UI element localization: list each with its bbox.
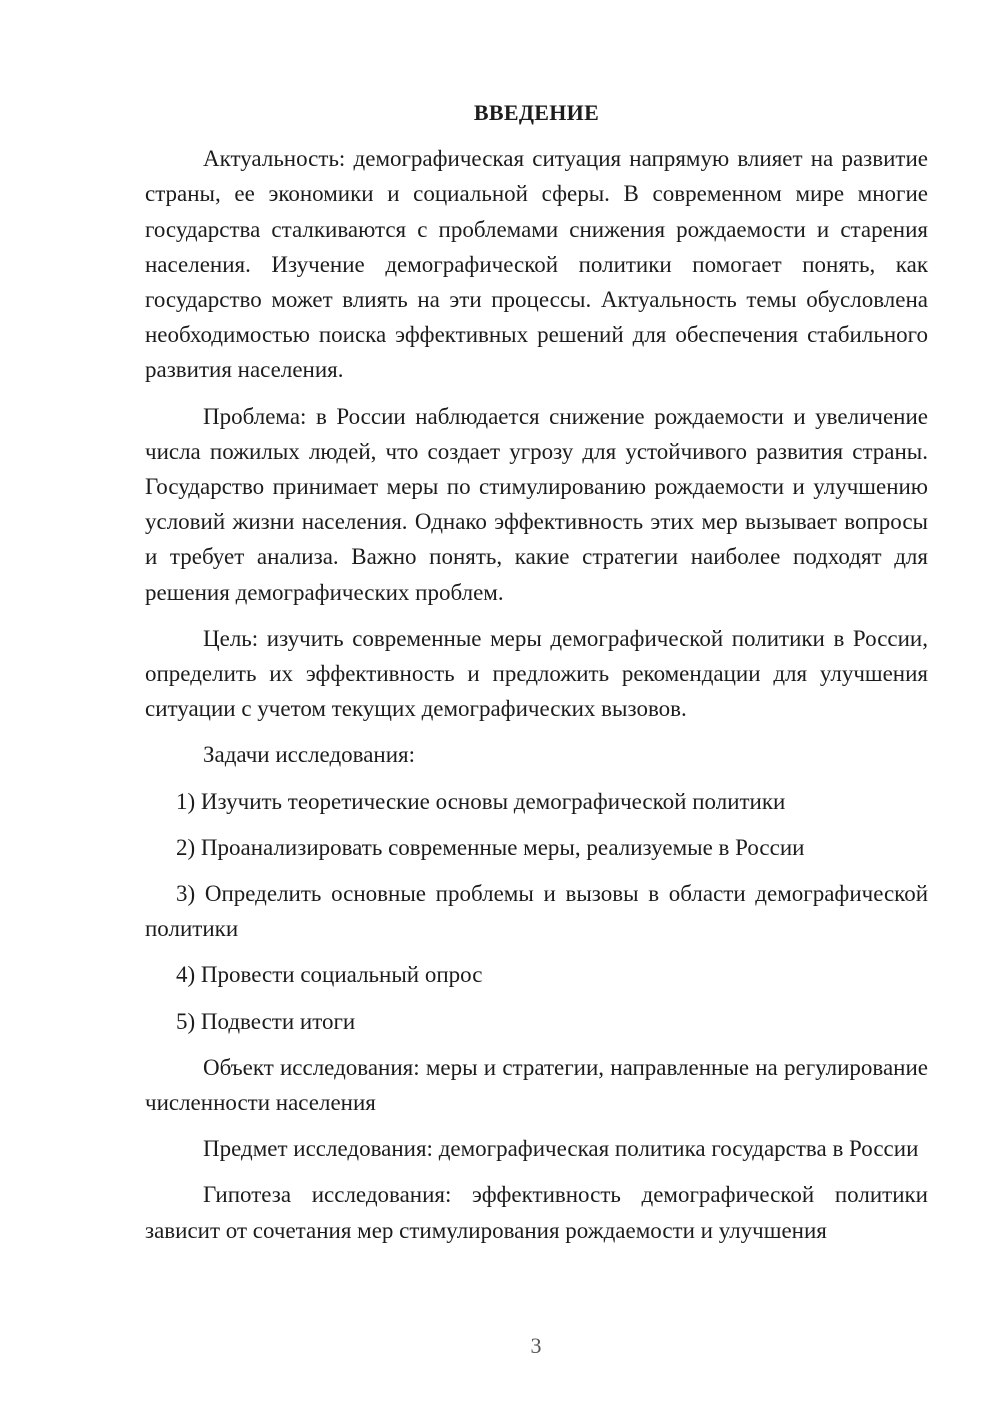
- task-item-1: 1) Изучить теоретические основы демографической политики: [176, 788, 786, 814]
- paragraph-goal: Цель: изучить современные меры демографической политики в России, определить их эффективность и предложить рекомендации для улучшения ситуации с учетом текущих демографических вызовов.: [145, 625, 928, 722]
- paragraph-problem: Проблема: в России наблюдается снижение рождаемости и увеличение числа пожилых людей, что создает угрозу для устойчивого развития страны. Государство принимает меры по стимулированию рождаемости и улучшению условий жизни населения. Однако эффективность этих мер вызывает вопросы и требует анализа. Важно понять, какие стратегии наиболее подходят для решения демографических проблем.: [145, 403, 928, 605]
- paragraph-relevance: Актуальность: демографическая ситуация напрямую влияет на развитие страны, ее экономики и социальной сферы. В современном мире многие государства сталкиваются с проблемами снижения рождаемости и старения населения. Изучение демографической политики помогает понять, как государство может влиять на эти процессы. Актуальность темы обусловлена необходимостью поиска эффективных решений для обеспечения стабильного развития населения.: [145, 146, 928, 383]
- paragraph-hypothesis: Гипотеза исследования: эффективность демографической политики зависит от сочетания мер стимулирования рождаемости и улучшения: [145, 1182, 928, 1243]
- task-item-3: 3) Определить основные проблемы и вызовы в области демографической политики: [145, 881, 928, 942]
- page-number: 3: [530, 1333, 542, 1358]
- paragraph-object: Объект исследования: меры и стратегии, направленные на регулирование численности населения: [145, 1054, 928, 1116]
- task-item-2: 2) Проанализировать современные меры, реализуемые в России: [176, 834, 805, 860]
- page-content: [145, 95, 928, 1259]
- paragraph-tasks-intro: Задачи исследования:: [203, 742, 416, 768]
- section-heading: ВВЕДЕНИЕ: [473, 100, 600, 125]
- paragraph-subject: Предмет исследования: демографическая политика государства в России: [203, 1136, 919, 1162]
- task-item-5: 5) Подвести итоги: [176, 1008, 356, 1034]
- task-item-4: 4) Провести социальный опрос: [176, 962, 483, 988]
